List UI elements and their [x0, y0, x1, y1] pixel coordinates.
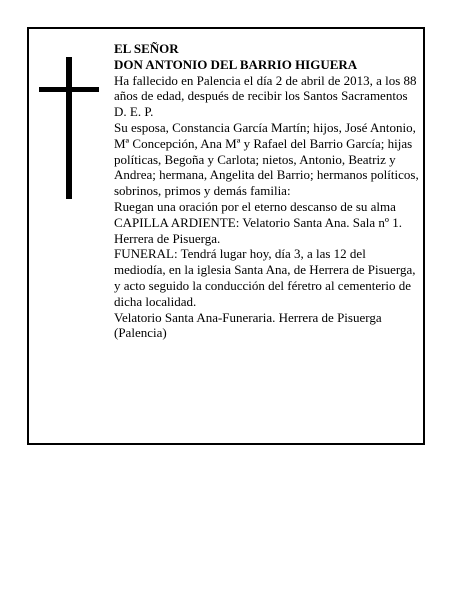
family-list: Su esposa, Constancia García Martín; hijos, José Antonio, Mª Concepción, Ana Mª y Rafael del Barrio García; hijas políticas, Begoña y Carlota; nietos, Antonio, Beatriz y Andrea; hermana, Angelita del Barrio; hermanos políticos, sobrinos, primos y demás familia: [114, 119, 419, 199]
funeral-home: Velatorio Santa Ana-Funeraria. Herrera de Pisuerga (Palencia) [114, 309, 382, 341]
chapel-info: CAPILLA ARDIENTE: Velatorio Santa Ana. Sala nº 1. Herrera de Pisuerga. [114, 214, 402, 246]
dep-line: D. E. P. [114, 104, 154, 120]
latin-cross-icon [39, 57, 99, 199]
notice-title-line1: EL SEÑOR [114, 41, 179, 56]
prayer-request: Ruegan una oración por el eterno descanso de su alma [114, 198, 396, 214]
obituary-notice [27, 27, 425, 445]
cross-vertical-bar [66, 57, 72, 199]
funeral-info: FUNERAL: Tendrá lugar hoy, día 3, a las 12 del mediodía, en la iglesia Santa Ana, de Herrera de Pisuerga, y acto seguido la conducción del féretro al cementerio de dicha localidad. [114, 246, 416, 309]
death-info: Ha fallecido en Palencia el día 2 de abril de 2013, a los 88 años de edad, después de recibir los Santos Sacramentos [114, 72, 417, 104]
notice-text-block [114, 41, 420, 341]
deceased-name: DON ANTONIO DEL BARRIO HIGUERA [114, 56, 358, 72]
cross-horizontal-bar [39, 87, 99, 92]
